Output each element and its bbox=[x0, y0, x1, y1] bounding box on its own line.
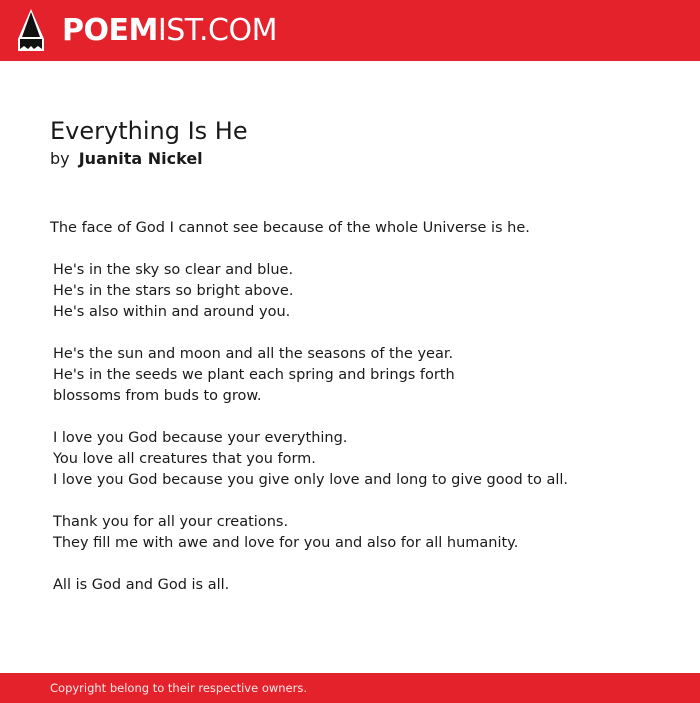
poem-body bbox=[50, 218, 650, 596]
byline bbox=[50, 148, 203, 170]
pencil-icon[interactable] bbox=[18, 9, 44, 51]
brand-name-light: IST.COM bbox=[157, 13, 277, 48]
poem-line: He's in the seeds we plant each spring and brings forth bbox=[53, 367, 455, 383]
poem-line: You love all creatures that you form. bbox=[53, 451, 316, 467]
poem-line: Thank you for all your creations. bbox=[53, 514, 289, 530]
poem-line: He's in the stars so bright above. bbox=[53, 283, 294, 299]
poem-line: He's in the sky so clear and blue. bbox=[53, 262, 294, 278]
site-logo[interactable] bbox=[62, 12, 277, 50]
by-label: by bbox=[50, 149, 70, 168]
poem-line bbox=[50, 407, 650, 428]
poem-line: blossoms from buds to grow. bbox=[53, 388, 262, 404]
poem-line bbox=[50, 491, 650, 512]
poem-line: All is God and God is all. bbox=[53, 577, 230, 593]
poem-line bbox=[50, 323, 650, 344]
poem-line bbox=[50, 239, 650, 260]
site-header bbox=[0, 0, 700, 61]
poem-line: The face of God I cannot see because of the whole Universe is he. bbox=[50, 220, 530, 236]
poem-title: Everything Is He bbox=[50, 117, 248, 145]
poem-line: He's the sun and moon and all the seasons of the year. bbox=[53, 346, 454, 362]
poem-line: I love you God because your everything. bbox=[53, 430, 348, 446]
copyright-notice: Copyright belong to their respective owners. bbox=[50, 681, 308, 695]
poem-line: I love you God because you give only love and long to give good to all. bbox=[53, 472, 568, 488]
site-footer bbox=[0, 673, 700, 703]
brand-name-bold: POEM bbox=[62, 13, 158, 48]
poem-line bbox=[50, 554, 650, 575]
author-name[interactable]: Juanita Nickel bbox=[78, 149, 203, 168]
poem-line: He's also within and around you. bbox=[53, 304, 291, 320]
poem-line: They fill me with awe and love for you and also for all humanity. bbox=[53, 535, 519, 551]
